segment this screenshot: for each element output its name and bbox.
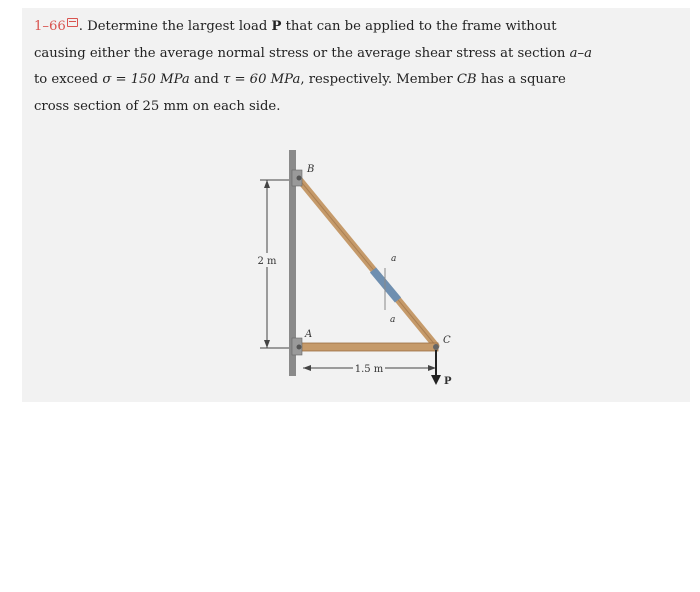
problem-text-3c: , respectively. Member [300,72,457,87]
load-symbol: P [271,19,282,34]
pin-a [297,345,302,350]
problem-text-1: . Determine the largest load [78,19,272,34]
member-ac [296,343,438,351]
load-arrow-head [431,375,441,385]
height-arrow-bottom [264,340,270,348]
frame-figure [240,150,470,400]
pin-b [297,176,302,181]
height-arrow-top [264,180,270,188]
sigma-expression: σ = 150 MPa [102,72,190,87]
problem-statement [34,14,674,120]
problem-text-3a: to exceed [34,72,103,87]
width-arrow-right [428,365,436,371]
tau-expression: τ = 60 MPa [222,72,301,87]
problem-text-3d: has a square [476,72,566,87]
section-label-bottom: a [390,315,396,325]
section-label-top: a [391,254,397,264]
height-label: 2 m [257,256,277,267]
width-label: 1.5 m [354,364,384,375]
joint-c [433,344,439,350]
problem-text-4: cross section of 25 mm on each side. [34,98,281,114]
member-cb-edge [298,178,436,346]
load-label: P [444,376,452,387]
width-arrow-left [303,365,311,371]
problem-text-1-end: that can be applied to the frame without [281,19,557,34]
member-label: CB [456,72,477,87]
problem-text-3b: and [189,72,223,87]
label-a: A [305,329,313,340]
section-label: a–a [569,45,592,61]
problem-text-2: causing either the average normal stress or the average shear stress at section [34,45,570,61]
label-b: B [307,164,315,175]
problem-number[interactable]: 1–66 [34,19,66,34]
document-icon[interactable] [67,18,78,27]
label-c: C [443,335,451,346]
